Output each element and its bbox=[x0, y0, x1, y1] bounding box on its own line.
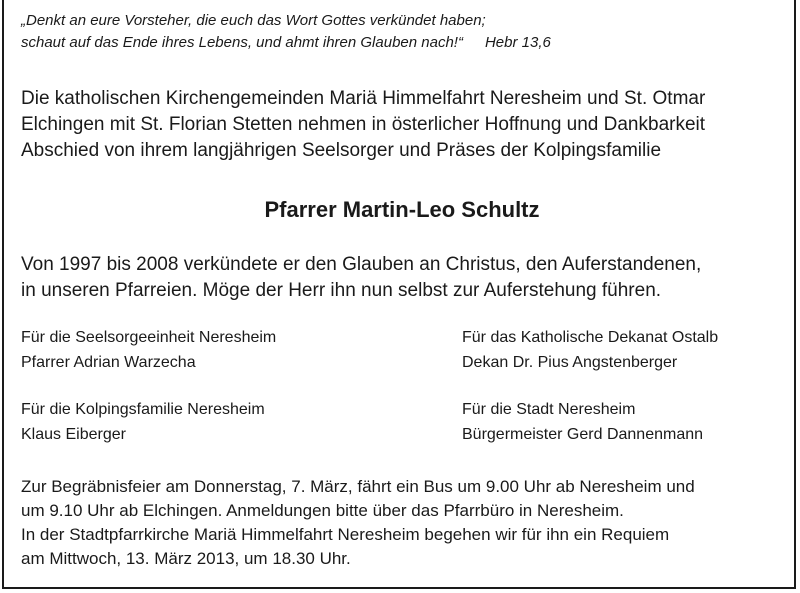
mourner-stadt bbox=[462, 397, 703, 447]
bible-quote-text: schaut auf das Ende ihres Lebens, und ahmt ihren Glauben nach!“ bbox=[21, 34, 463, 51]
mourner-seelsorgeeinheit bbox=[21, 325, 276, 375]
funeral-line-1: Zur Begräbnisfeier am Donnerstag, 7. März, fährt ein Bus um 9.00 Uhr ab Neresheim und bbox=[21, 477, 695, 496]
intro-paragraph bbox=[21, 86, 705, 164]
funeral-line-2: um 9.10 Uhr ab Elchingen. Anmeldungen bitte über das Pfarrbüro in Neresheim. bbox=[21, 501, 624, 520]
funeral-info bbox=[21, 475, 695, 571]
mourner-kolpingsfamilie bbox=[21, 397, 265, 447]
funeral-line-3: In der Stadtpfarrkirche Mariä Himmelfahrt Neresheim begehen wir für ihn ein Requiem bbox=[21, 525, 670, 544]
intro-line-2: Elchingen mit St. Florian Stetten nehmen in österlicher Hoffnung und Dankbarkeit bbox=[21, 114, 706, 135]
obituary-notice bbox=[2, 0, 796, 589]
mourner-dekanat bbox=[462, 325, 718, 375]
mourner-organization: Für die Kolpingsfamilie Neresheim bbox=[21, 401, 265, 418]
mourner-person: Dekan Dr. Pius Angstenberger bbox=[462, 354, 678, 371]
bible-quote bbox=[21, 10, 551, 54]
tenure-paragraph bbox=[21, 252, 701, 304]
mourner-organization: Für das Katholische Dekanat Ostalb bbox=[462, 329, 719, 346]
mourner-person: Klaus Eiberger bbox=[21, 426, 126, 443]
mourner-person: Pfarrer Adrian Warzecha bbox=[21, 354, 196, 371]
intro-line-1: Die katholischen Kirchengemeinden Mariä Himmelfahrt Neresheim und St. Otmar bbox=[21, 88, 706, 109]
bible-quote-line-1: „Denkt an eure Vorsteher, die euch das Wort Gottes verkündet haben; bbox=[21, 12, 486, 29]
deceased-name: Pfarrer Martin-Leo Schultz bbox=[264, 197, 540, 222]
intro-line-3: Abschied von ihrem langjährigen Seelsorger und Präses der Kolpingsfamilie bbox=[21, 140, 662, 161]
bible-quote-reference: Hebr 13,6 bbox=[484, 34, 551, 51]
mourner-organization: Für die Stadt Neresheim bbox=[462, 401, 636, 418]
mourner-person: Bürgermeister Gerd Dannenmann bbox=[462, 426, 704, 443]
mourner-organization: Für die Seelsorgeeinheit Neresheim bbox=[21, 329, 277, 346]
bible-quote-line-2 bbox=[21, 32, 551, 54]
tenure-line-2: in unseren Pfarreien. Möge der Herr ihn nun selbst zur Auferstehung führen. bbox=[21, 280, 662, 301]
tenure-line-1: Von 1997 bis 2008 verkündete er den Glauben an Christus, den Auferstandenen, bbox=[21, 254, 702, 275]
funeral-line-4: am Mittwoch, 13. März 2013, um 18.30 Uhr. bbox=[21, 549, 351, 568]
